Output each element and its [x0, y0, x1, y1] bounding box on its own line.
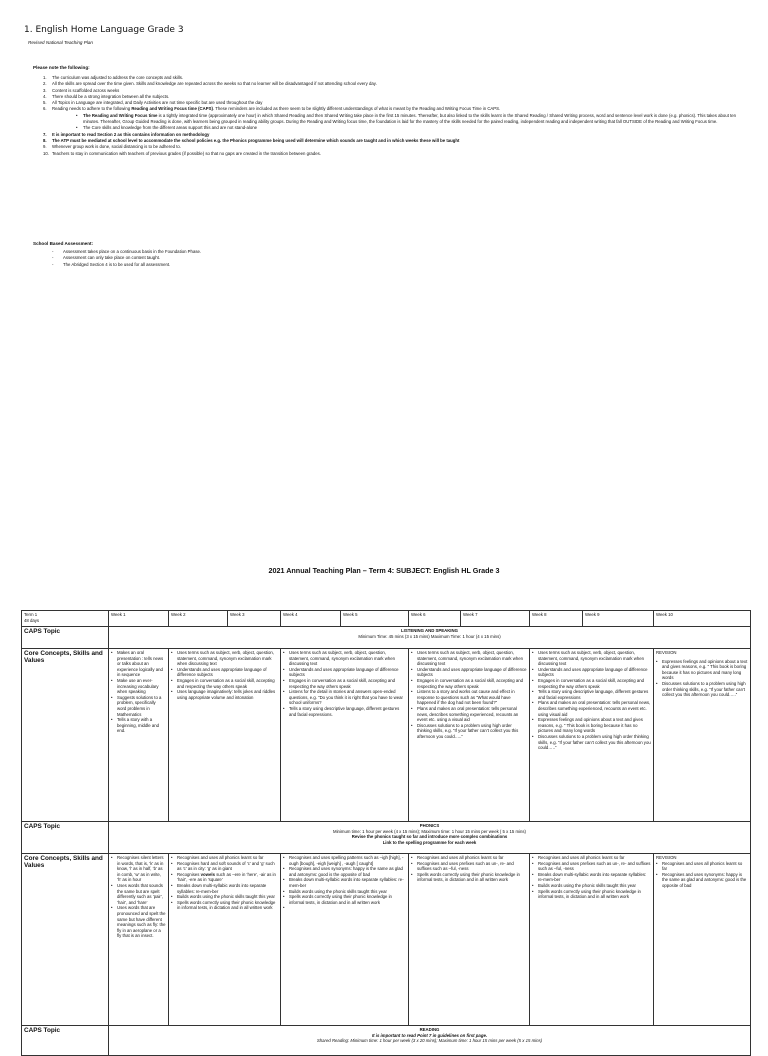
note-number: 4. — [43, 93, 47, 99]
revision-label: REVISION — [656, 855, 677, 860]
note-item — [43, 151, 748, 157]
list-item: • Tells a story using descriptive language, different gestures and facial expressions — [532, 689, 651, 700]
phonics-week10-cell — [654, 854, 751, 1026]
list-item: • Uses words that sounds the same but are spelt differently such as ‘pair’, ‘hair’, and ‘hare’ — [111, 883, 166, 905]
list-item — [171, 861, 278, 872]
list-item: • Expresses feelings and opinions about a text and gives reasons, e.g. “ This book is boring because it has no pictures and many long words — [532, 717, 651, 734]
listening-week1-list — [111, 650, 166, 734]
item-text: Recognises hard and soft sounds of ‘c’ and ‘g’ such as ‘c’ as in city: ‘g’ as in giant — [177, 860, 275, 872]
list-item: • Discusses solutions to a problem using high order thinking skills, e.g. “If your father can’t collect you this afternoon you could…..” — [656, 681, 748, 698]
phonics-banner — [109, 822, 751, 854]
note-text: It is important to read Section 2 as this contains information on methodology — [52, 131, 210, 137]
phonics-topic-row — [22, 822, 751, 854]
item-text: such as –ere in ‘here’, -air as in ‘hair’, -ere as in ‘square’ — [177, 871, 276, 883]
list-item: • Uses language imaginatively: tells jokes and riddles using appropriate volume and intonation — [171, 689, 278, 700]
list-item: • Understands and uses appropriate language of difference subjects — [532, 667, 651, 678]
reading-time: Shared Reading: Minimum time: 1 hour per week (3 x 20 mins); Maximum time: 1 hour 15 mins per week (5 x 15 mins) — [316, 1038, 543, 1044]
list-item: • Spells words correctly using their phonic knowledge in informal tests, in dictation and in all written work — [532, 889, 651, 900]
phonics-week6-7-cell — [409, 854, 530, 1026]
phonics-week4-5-cell — [281, 854, 409, 1026]
listening-week4-5-cell — [281, 649, 409, 822]
item-text: Recognises and uses all phonics learnt so far — [177, 855, 264, 860]
list-item: • Recognises and uses all phonics learnt so far — [411, 855, 527, 861]
list-item: • Builds words using the phonic skills taught this year — [532, 883, 651, 889]
listening-week1-cell — [109, 649, 169, 822]
list-item: • Tells a story with a beginning, middle and end. — [111, 717, 166, 734]
week-header: Week 8 — [530, 611, 583, 627]
listening-week4-5-list — [283, 650, 406, 717]
note-number: 9. — [43, 144, 47, 150]
phonics-week10-list — [656, 861, 748, 889]
list-item: • Engages in conversation as a social skill, accepting and respecting the way others speak — [171, 678, 278, 689]
listening-week6-7-list — [411, 650, 527, 740]
list-item: • Breaks down multi-syllabic words into separate syllables: re-mem-ber — [283, 877, 406, 888]
item-text: Spells words correctly using their phonic knowledge in informal tests, in dictation and in all written work — [177, 899, 276, 911]
phonics-heading: PHONICS — [419, 823, 440, 828]
page-subtitle: Revised National Teaching Plan — [28, 40, 93, 45]
reading-heading: READING — [419, 1027, 440, 1032]
note-number: 7. — [43, 131, 47, 137]
list-item: • Expresses feelings and opinions about a text and gives reasons, e.g. “ This book is boring because it has no pictures and many long words — [656, 659, 748, 681]
week-header: Week 4 — [281, 611, 341, 627]
week-header: Week 1 — [109, 611, 169, 627]
list-item: • Recognises and uses synonyms: happy is the same as glad and antonyms: good is the opposite of bad — [283, 866, 406, 877]
note-item — [43, 106, 748, 131]
sba-item: - Assessment can only take place on content taught. — [52, 255, 201, 261]
list-item: • Recognises silent letters in words, that is, ‘k’ as in know, ‘l’ as in half, ‘b’ as in comb, ‘w’ as in write, ‘h’ as in hour — [111, 855, 166, 883]
note-text: Teachers to stay in communication with teachers of previous grades (if possible) so that no gaps are created in the transition between grades. — [52, 150, 321, 156]
note-number: 10. — [43, 150, 49, 156]
item-text: Builds words using the phonic skills taught this year — [177, 894, 275, 900]
note-sublist — [52, 113, 748, 132]
week-header: Week 7 — [461, 611, 530, 627]
core-label: Core Concepts, Skills and Values — [22, 649, 109, 822]
phonics-week2-3-cell — [169, 854, 281, 1026]
listening-topic-row — [22, 627, 751, 649]
week-header: Week 3 — [228, 611, 281, 627]
list-item: • Discusses solutions to a problem using high order thinking skills, e.g. “If your father can’t collect you this afternoon you could…..” — [532, 734, 651, 751]
term-cell — [22, 611, 109, 627]
reading-banner — [109, 1026, 751, 1056]
note-text: Reading needs to adhere to the following — [52, 106, 132, 112]
reading-note-line: It is important to read Point 7 in guidelines on first page. — [371, 1032, 488, 1038]
note-text: All the skills are spread over the time given. Skills and knowledge are repeated across the weeks so that no learner will be disadvantaged if not attending school every day. — [52, 81, 377, 87]
list-item: • Understands and uses appropriate language of difference subjects — [171, 667, 278, 678]
note-text: All Topics in Language are integrated, and Daily Activities are not time specific but are used throughout the day — [52, 100, 263, 106]
list-item: • Suggests solutions to a problem, specifically word problems in Mathematics — [111, 695, 166, 717]
list-item: • Engages in conversation as a social skill, accepting and respecting the way others speak — [411, 678, 527, 689]
notes-list — [43, 75, 748, 157]
list-item: • Engages in conversation as a social skill, accepting and respecting the way others speak — [283, 678, 406, 689]
note-text: The curriculum was adjusted to address the core concepts and skills. — [52, 75, 184, 80]
phonics-week1-cell — [109, 854, 169, 1026]
week-header: Week 6 — [409, 611, 461, 627]
note-text: Content is scaffolded across weeks — [52, 87, 120, 93]
listening-core-row — [22, 649, 751, 822]
list-item: • Uses terms such as subject, verb, object, question, statement, command, synonym exclamation mark when discussing text — [283, 650, 406, 667]
note-text-bold: Reading and Writing Focus time (CAPS) — [131, 106, 213, 112]
phonics-spelling-line: Link to the spelling programme for each week — [382, 839, 477, 845]
phonics-time: Minimum time: 1 hour per week (4 x 15 mins); Maximum time: 1 hour 15 mins per week ( 5 x 15 mins) — [333, 828, 526, 834]
list-item: • Recognises and uses spelling patterns such as –igh [high], -ough [bough], -eigh [weigh] , -augh [ caught] — [283, 855, 406, 866]
revision-label: REVISION — [656, 650, 677, 655]
list-item — [171, 900, 278, 911]
list-item: • Recognises and uses synonyms: happy is the same as glad and antonyms: good is the opposite of bad — [656, 872, 748, 889]
list-item: • Uses terms such as subject, verb, object, question, statement, command, synonym exclamation mark when discussing text — [411, 650, 527, 667]
week-header: Week 5 — [341, 611, 409, 627]
list-item: • Plans and makes an oral presentation: tells personal news, describes something experienced, recounts an event etc. using visual aid — [532, 700, 651, 717]
note-number: 6. — [43, 106, 47, 112]
sba-heading: School Based Assessment: — [33, 241, 94, 246]
phonics-week1-list — [111, 855, 166, 939]
note-number: 3. — [43, 87, 47, 93]
list-item: • Listens for the detail in stories and answers open-ended questions, e.g. “Do you think it is right that you have to wear school uniforms? — [283, 689, 406, 706]
table-header-row — [22, 611, 751, 627]
list-item: • Spells words correctly using their phonic knowledge in informal tests, in dictation and in all written work — [411, 872, 527, 883]
list-item: • Uses terms such as subject, verb, object, question, statement, command, synonym exclamation mark when discussing text — [532, 650, 651, 667]
reading-topic-row — [22, 1026, 751, 1056]
list-item: • Recognises and uses prefixes such as un-, re- and suffixes such as –ful, -ness — [532, 861, 651, 872]
plan-title: 2021 Annual Teaching Plan – Term 4: SUBJECT: English HL Grade 3 — [268, 566, 500, 575]
note-text: . These reminders are included as there seem to be slightly different understandings of what is meant by the Reading and Writing Focus Time in CAPS. — [212, 106, 501, 112]
phonics-core-row — [22, 854, 751, 1026]
core-label: Core Concepts, Skills and Values — [22, 854, 109, 1026]
note-number: 2. — [43, 81, 47, 87]
note-text: The ATP must be mediated at school level to accommodate the school policies e.g. the Phonics programme being used will determine which sounds are taught and in which weeks these will be taught — [52, 137, 460, 143]
caps-topic-label: CAPS Topic — [22, 822, 109, 854]
list-item — [171, 883, 278, 894]
list-item: • Tells a story using descriptive language, different gestures and facial expressions. — [283, 706, 406, 717]
item-text: Recognises — [177, 871, 201, 877]
list-item: • Engages in conversation as a social skill, accepting and respecting the way others speak — [532, 678, 651, 689]
note-subitem-text: The Core skills and knowledge from the different areas support this and are not stand-alone — [83, 125, 258, 131]
list-item: • Plans and makes an oral presentation: tells personal news, describes something experienced, recounts an event etc. using a visual aid — [411, 706, 527, 723]
item-text: Breaks down multi-syllabic words into separate syllables: re-mem-ber — [177, 882, 267, 894]
listening-banner — [109, 627, 751, 649]
sba-list — [52, 249, 201, 268]
phonics-revise-line: Revise the phonics taught so far and introduce more complex combinations — [351, 834, 508, 840]
listening-week8-9-cell — [530, 649, 654, 822]
list-item: • Listens to a story and works out cause and effect in response to questions such as “What would have happened if the dog had not been found?” — [411, 689, 527, 706]
list-item: • Breaks down multi-syllabic words into separate syllables: re-mem-ber — [532, 872, 651, 883]
item-text-bold: vowels — [200, 871, 215, 877]
listening-week10-cell — [654, 649, 751, 822]
term-days: 48 days — [24, 617, 40, 623]
note-subitem-bold: The Reading and Writing Focus time — [83, 112, 158, 118]
week-header: Week 9 — [583, 611, 654, 627]
teaching-plan-table — [21, 610, 751, 1056]
phonics-week2-3-list — [171, 855, 278, 911]
note-subitem — [76, 113, 748, 126]
listening-week10-list — [656, 659, 748, 698]
phonics-week8-9-list — [532, 855, 651, 900]
page-title: 1. English Home Language Grade 3 — [24, 25, 184, 35]
phonics-week4-5-list — [283, 855, 406, 905]
week-header: Week 10 — [654, 611, 751, 627]
list-item: • Understands and uses appropriate language of difference subjects — [283, 667, 406, 678]
term-label: Term 1 — [24, 612, 38, 617]
caps-topic-label: CAPS Topic — [22, 627, 109, 649]
list-item: • Understands and uses appropriate language of difference subjects — [411, 667, 527, 678]
list-item: • Uses terms such as subject, verb, object, question, statement, command, synonym exclamation mark when discussing text — [171, 650, 278, 667]
list-item: • Makes an oral presentation : tells news or talks about an experience logically and in sequence — [111, 650, 166, 678]
listening-week6-7-cell — [409, 649, 530, 822]
note-number: 1. — [43, 75, 47, 80]
week-header: Week 2 — [169, 611, 228, 627]
list-item — [171, 872, 278, 883]
list-item: • Spells words correctly using their phonic knowledge in informal tests, in dictation and in all written work — [283, 894, 406, 905]
listening-week8-9-list — [532, 650, 651, 751]
note-number: 8. — [43, 137, 47, 143]
list-item: • Recognises and uses all phonics learnt so far — [656, 861, 748, 872]
note-subitem-text: is a tightly integrated time (approximately one hour) in which Shared Reading and then Shared Writing take place in the first 15 minutes. Thereafter, but also linked to the skills learnt in the Shared Reading / Shared Writing process, word and sentence level work is done (e.g. phonics). This takes about ten minutes. Thereafter, Group Guided Reading is done, with learners being grouped in reading ability groups. During the Reading and Writing focus time, the foundation is laid for the mastery of the skills needed for the paired reading, independent reading and independent writing that fall OUTSIDE of the Reading and Writing Focus time. — [83, 112, 737, 125]
note-text: Whenever group work is done, social distancing is to be adhered to. — [52, 144, 181, 150]
caps-topic-label: CAPS Topic — [22, 1026, 109, 1056]
phonics-week6-7-list — [411, 855, 527, 883]
notes-heading: Please note the following: — [33, 65, 90, 70]
list-item: • Recognises and uses all phonics learnt so far — [532, 855, 651, 861]
note-text: There should be a strong integration between all the subjects. — [52, 93, 170, 99]
listening-week2-3-cell — [169, 649, 281, 822]
listening-heading: LISTENING AND SPEAKING — [401, 628, 458, 633]
sba-item: - Assessment takes place on a continuous basis in the Foundation Phase. — [52, 249, 201, 255]
list-item: • Builds words using the phonic skills taught this year — [283, 889, 406, 895]
list-item: • Discusses solutions to a problem using high order thinking skills, e.g. “If your father can’t collect you this afternoon you could…..” — [411, 723, 527, 740]
phonics-week8-9-cell — [530, 854, 654, 1026]
list-item: • Uses words that are pronounced and spelt the same but have different meanings such as fly: the fly in an aeroplane or a fly that is an insect. — [111, 905, 166, 939]
listening-time: Minimum Time: 45 mins (3 x 15 mins) Maximum Time: 1 hour (4 x 15 mins) — [358, 633, 501, 639]
note-number: 5. — [43, 100, 47, 106]
sba-item: - The Abridged Section 4 is to be used for all assessment. — [52, 262, 201, 268]
list-item: • Recognises and uses prefixes such as un-, re- and suffixes such as –ful, -ness — [411, 861, 527, 872]
listening-week2-3-list — [171, 650, 278, 700]
list-item: • Make use an ever-increasing vocabulary when speaking — [111, 678, 166, 695]
